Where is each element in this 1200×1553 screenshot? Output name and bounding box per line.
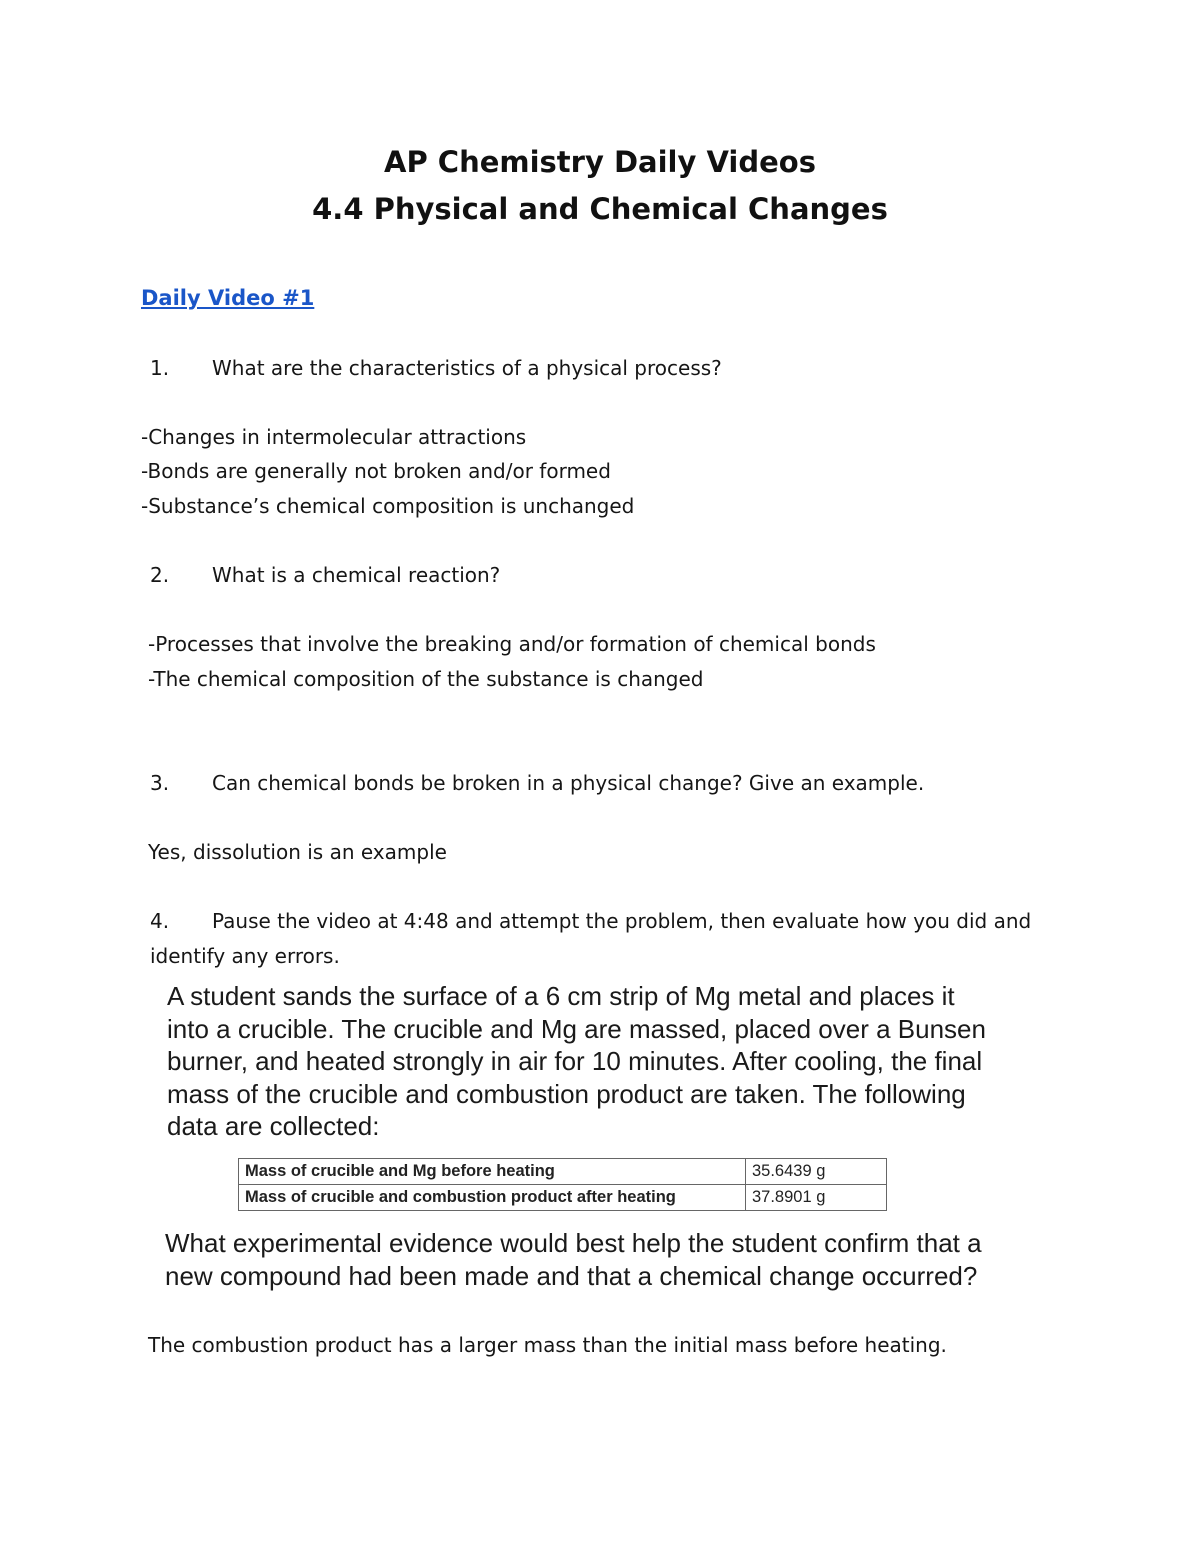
problem-question [165, 1227, 1085, 1293]
problem-line: new compound had been made and that a chemical change occurred? [165, 1261, 978, 1291]
question-number: 4. [150, 909, 170, 933]
answer-line: -Changes in intermolecular attractions [141, 425, 527, 449]
table-cell-value: 37.8901 g [746, 1185, 887, 1211]
table-row [239, 1159, 887, 1185]
answer-line: -The chemical composition of the substance is changed [148, 667, 704, 691]
table-cell-label: Mass of crucible and combustion product after heating [239, 1185, 746, 1211]
question-text: Pause the video at 4:48 and attempt the problem, then evaluate how you did and [212, 909, 1032, 933]
question-1 [150, 356, 722, 380]
problem-line: into a crucible. The crucible and Mg are massed, placed over a Bunsen [167, 1013, 986, 1044]
question-text: What is a chemical reaction? [212, 563, 501, 587]
question-2 [150, 563, 500, 587]
page-title: AP Chemistry Daily Videos [384, 145, 816, 179]
table-row [239, 1185, 887, 1211]
problem-line: What experimental evidence would best help the student confirm that a [165, 1228, 982, 1258]
table-cell-value: 35.6439 g [746, 1159, 887, 1185]
problem-line: A student sands the surface of a 6 cm strip of Mg metal and places it [167, 981, 955, 1011]
problem-line: data are collected: [167, 1111, 380, 1141]
problem-line: burner, and heated strongly in air for 10 minutes. After cooling, the final [167, 1046, 983, 1076]
problem-line: mass of the crucible and combustion product are taken. The following [167, 1078, 966, 1109]
question-text: Can chemical bonds be broken in a physical change? Give an example. [212, 771, 925, 795]
question-number: 3. [150, 771, 170, 795]
question-text-continued: identify any errors. [150, 944, 340, 968]
answer-line: Yes, dissolution is an example [148, 840, 447, 864]
problem-statement [167, 980, 1087, 1143]
question-number: 2. [150, 563, 170, 587]
question-4 [150, 909, 1031, 933]
daily-video-link[interactable]: Daily Video #1 [141, 286, 315, 310]
answer-line: -Substance’s chemical composition is unchanged [141, 494, 635, 518]
question-text: What are the characteristics of a physical process? [212, 356, 722, 380]
question-3 [150, 771, 924, 795]
mass-data-table [238, 1158, 887, 1211]
page-subtitle: 4.4 Physical and Chemical Changes [312, 192, 888, 226]
answer-line: The combustion product has a larger mass than the initial mass before heating. [148, 1333, 947, 1357]
answer-line: -Processes that involve the breaking and/or formation of chemical bonds [148, 632, 876, 656]
table-cell-label: Mass of crucible and Mg before heating [239, 1159, 746, 1185]
question-number: 1. [150, 356, 170, 380]
answer-line: -Bonds are generally not broken and/or formed [141, 459, 611, 483]
